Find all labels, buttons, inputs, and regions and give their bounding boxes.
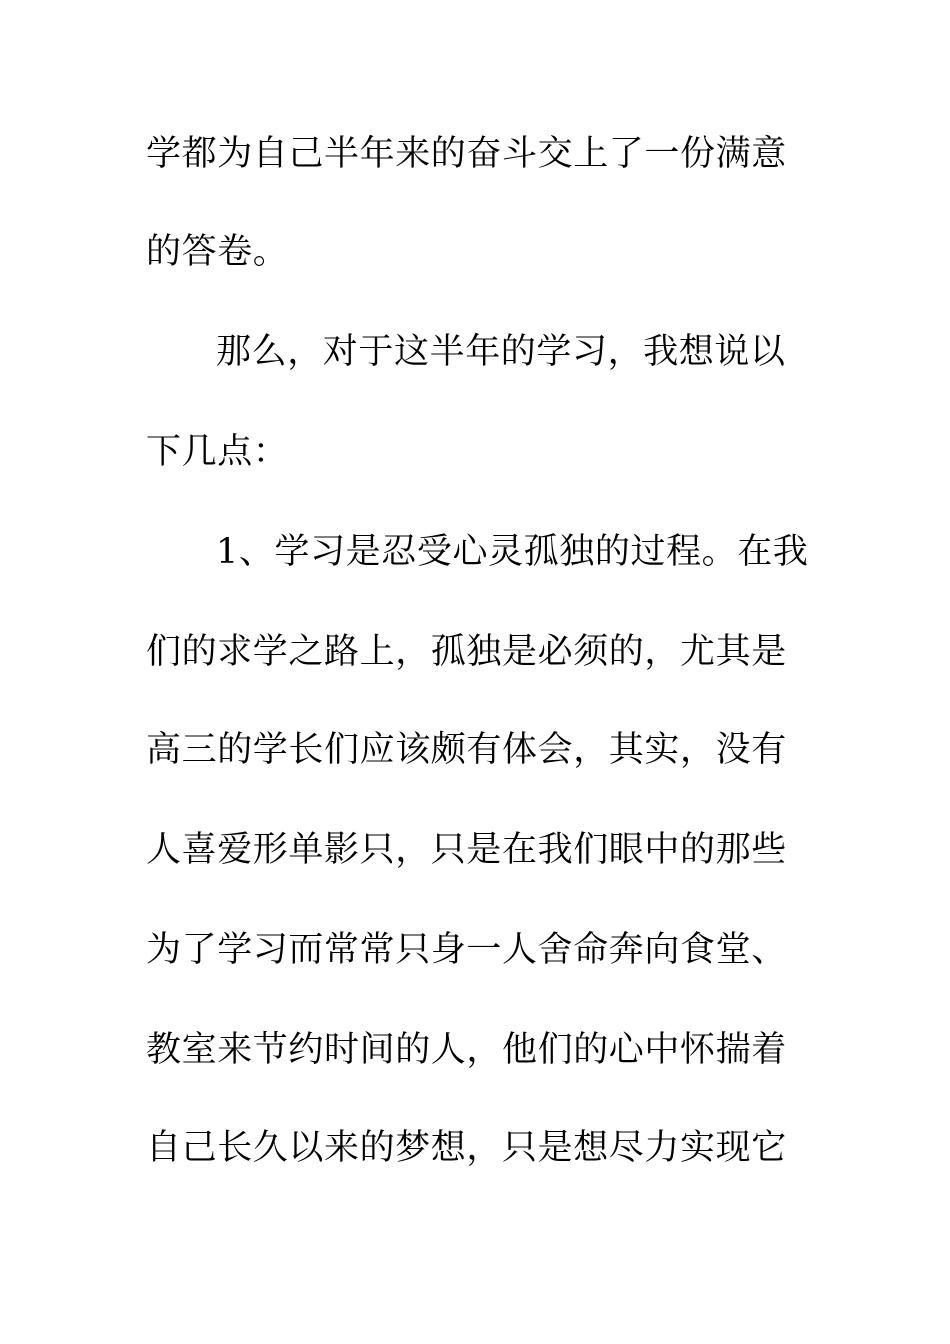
paragraph-line-5: 1、学习是忍受心灵孤独的过程。在我: [216, 532, 809, 572]
paragraph-line-4: 下几点：: [146, 432, 289, 472]
paragraph-line-6: 们的求学之路上，孤独是必须的，尤其是: [146, 632, 787, 672]
paragraph-line-8: 人喜爱形单影只，只是在我们眼中的那些: [146, 830, 787, 870]
paragraph-line-11: 自己长久以来的梦想，只是想尽力实现它: [146, 1128, 787, 1168]
paragraph-line-2: 的答卷。: [146, 232, 289, 272]
paragraph-line-7: 高三的学长们应该颇有体会，其实，没有: [146, 730, 787, 770]
paragraph-line-9: 为了学习而常常只身一人舍命奔向食堂、: [146, 930, 787, 970]
paragraph-line-1: 学都为自己半年来的奋斗交上了一份满意: [146, 134, 787, 174]
paragraph-line-10: 教室来节约时间的人，他们的心中怀揣着: [146, 1030, 787, 1070]
paragraph-line-3: 那么，对于这半年的学习，我想说以: [216, 332, 786, 372]
